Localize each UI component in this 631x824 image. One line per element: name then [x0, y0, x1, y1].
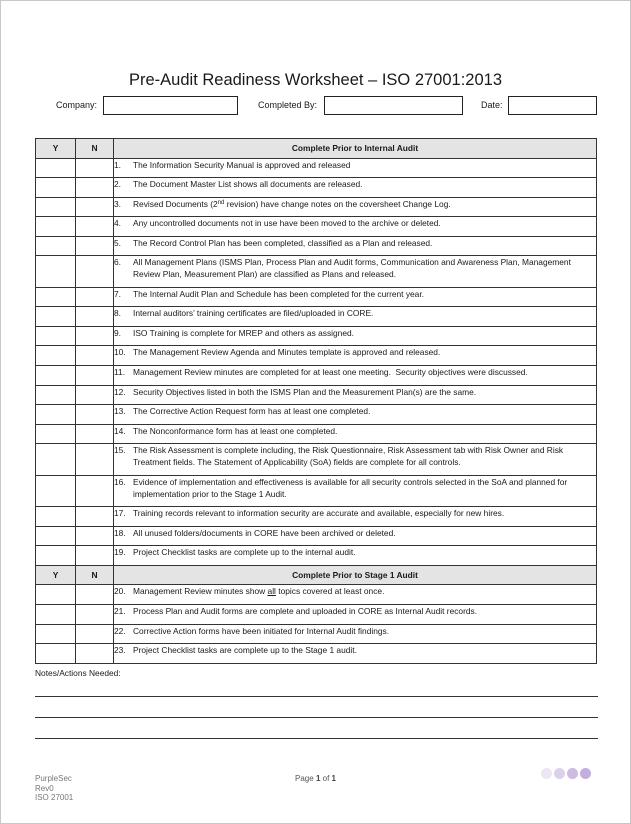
checklist-item: [114, 197, 597, 217]
no-checkbox-cell[interactable]: [76, 605, 114, 625]
checklist-item: [114, 644, 597, 664]
no-checkbox-cell[interactable]: [76, 236, 114, 256]
logo-dot: [554, 768, 565, 779]
no-checkbox-cell[interactable]: [76, 197, 114, 217]
yes-checkbox-cell[interactable]: [36, 546, 76, 566]
item-number: 11.: [114, 367, 126, 378]
item-number: 3.: [114, 198, 121, 209]
checklist-row: [36, 624, 597, 644]
checklist-item: [114, 507, 597, 527]
item-number: 15.: [114, 445, 126, 456]
item-text: Security Objectives listed in both the ISMS Plan and the Measurement Plan(s) are the same.: [133, 386, 477, 397]
item-number: 6.: [114, 257, 121, 268]
page-prefix: Page: [295, 774, 314, 783]
item-text: The Risk Assessment is complete including, the Risk Questionnaire, Risk Assessment tab with Risk Owner and Risk Treatment fields. The Statement of Applicability (SoA) fields are complete for all controls.: [133, 445, 564, 468]
checklist-item: [114, 217, 597, 237]
yes-checkbox-cell[interactable]: [36, 346, 76, 366]
y-column-header: Y: [36, 565, 76, 585]
checklist-item: [114, 546, 597, 566]
notes-line[interactable]: [35, 717, 598, 718]
item-number: 18.: [114, 527, 126, 538]
checklist-item: [114, 178, 597, 198]
no-checkbox-cell[interactable]: [76, 217, 114, 237]
yes-checkbox-cell[interactable]: [36, 475, 76, 507]
yes-checkbox-cell[interactable]: [36, 197, 76, 217]
checklist-item: [114, 307, 597, 327]
yes-checkbox-cell[interactable]: [36, 236, 76, 256]
item-text: Project Checklist tasks are complete up to the Stage 1 audit.: [133, 645, 357, 656]
item-number: 8.: [114, 308, 121, 319]
no-checkbox-cell[interactable]: [76, 424, 114, 444]
item-text: The Management Review Agenda and Minutes template is approved and released.: [133, 347, 441, 358]
section-header: [36, 139, 597, 159]
checklist-row: [36, 444, 597, 476]
date-field[interactable]: [508, 96, 597, 115]
no-checkbox-cell[interactable]: [76, 346, 114, 366]
no-checkbox-cell[interactable]: [76, 256, 114, 288]
yes-checkbox-cell[interactable]: [36, 526, 76, 546]
checklist-row: [36, 236, 597, 256]
no-checkbox-cell[interactable]: [76, 526, 114, 546]
checklist-item: [114, 346, 597, 366]
item-text: The Internal Audit Plan and Schedule has been completed for the current year.: [133, 288, 424, 299]
item-number: 23.: [114, 645, 126, 656]
item-text: Internal auditors’ training certificates are filed/uploaded in CORE.: [133, 308, 374, 319]
yes-checkbox-cell[interactable]: [36, 366, 76, 386]
no-checkbox-cell[interactable]: [76, 366, 114, 386]
yes-checkbox-cell[interactable]: [36, 256, 76, 288]
item-text: Corrective Action forms have been initiated for Internal Audit findings.: [133, 625, 390, 636]
logo-dot: [580, 768, 591, 779]
completed-by-label: Completed By:: [258, 100, 318, 110]
checklist-item: [114, 236, 597, 256]
item-number: 12.: [114, 386, 126, 397]
company-field[interactable]: [103, 96, 238, 115]
item-number: 10.: [114, 347, 126, 358]
section-header: [36, 565, 597, 585]
checklist-row: [36, 307, 597, 327]
yes-checkbox-cell[interactable]: [36, 307, 76, 327]
item-number: 13.: [114, 406, 126, 417]
checklist-item: [114, 326, 597, 346]
no-checkbox-cell[interactable]: [76, 624, 114, 644]
no-checkbox-cell[interactable]: [76, 307, 114, 327]
logo-dot: [567, 768, 578, 779]
item-number: 7.: [114, 288, 121, 299]
checklist-row: [36, 178, 597, 198]
checklist-table: [35, 138, 597, 664]
item-text: All unused folders/documents in CORE have been archived or deleted.: [133, 527, 396, 538]
no-checkbox-cell[interactable]: [76, 287, 114, 307]
checklist-item: [114, 385, 597, 405]
yes-checkbox-cell[interactable]: [36, 326, 76, 346]
y-column-header: Y: [36, 139, 76, 159]
n-column-header: N: [76, 565, 114, 585]
item-text: Management Review minutes are completed for at least one meeting. Security objectives were discussed.: [133, 367, 528, 378]
item-number: 9.: [114, 327, 121, 338]
yes-checkbox-cell[interactable]: [36, 217, 76, 237]
item-number: 4.: [114, 218, 121, 229]
checklist-row: [36, 158, 597, 178]
date-label: Date:: [481, 100, 503, 110]
item-text: Any uncontrolled documents not in use have been moved to the archive or deleted.: [133, 218, 441, 229]
item-text: Evidence of implementation and effectiveness is available for all security controls selected in the SoA and planned for implementation prior to the Stage 1 Audit.: [133, 476, 568, 499]
item-number: 1.: [114, 159, 121, 170]
item-text: Revised Documents (2nd revision) have change notes on the coversheet Change Log.: [133, 198, 451, 209]
yes-checkbox-cell[interactable]: [36, 287, 76, 307]
page-total: 1: [331, 774, 336, 783]
item-number: 16.: [114, 476, 126, 487]
notes-line[interactable]: [35, 696, 598, 697]
item-text: Training records relevant to information security are accurate and available, especially for new hires.: [133, 508, 505, 519]
item-number: 17.: [114, 508, 126, 519]
yes-checkbox-cell[interactable]: [36, 444, 76, 476]
checklist-row: [36, 546, 597, 566]
item-number: 14.: [114, 425, 126, 436]
checklist-row: [36, 346, 597, 366]
no-checkbox-cell[interactable]: [76, 444, 114, 476]
item-number: 19.: [114, 547, 126, 558]
checklist-item: [114, 424, 597, 444]
footer-revision: Rev0: [35, 783, 54, 793]
no-checkbox-cell[interactable]: [76, 158, 114, 178]
checklist-item: [114, 366, 597, 386]
notes-line[interactable]: [35, 738, 598, 739]
yes-checkbox-cell[interactable]: [36, 585, 76, 605]
checklist-item: [114, 475, 597, 507]
logo-dots-icon: [541, 768, 593, 780]
checklist-item: [114, 605, 597, 625]
checklist-item: [114, 256, 597, 288]
item-text: Project Checklist tasks are complete up to the internal audit.: [133, 547, 356, 558]
no-checkbox-cell[interactable]: [76, 585, 114, 605]
item-text: All Management Plans (ISMS Plan, Process Plan and Audit forms, Communication and Awareness Plan, Management Review Plan, Measurement Plan) are classified as Plans and released.: [133, 257, 571, 280]
item-text: The Nonconformance form has at least one completed.: [133, 425, 338, 436]
item-number: 2.: [114, 179, 121, 190]
n-column-header: N: [76, 139, 114, 159]
checklist-item: [114, 526, 597, 546]
checklist-row: [36, 644, 597, 664]
yes-checkbox-cell[interactable]: [36, 158, 76, 178]
checklist-row: [36, 526, 597, 546]
yes-checkbox-cell[interactable]: [36, 644, 76, 664]
checklist-item: [114, 158, 597, 178]
logo-dot: [541, 768, 552, 779]
page-number: [0, 774, 631, 783]
footer-standard: ISO 27001: [35, 793, 74, 802]
yes-checkbox-cell[interactable]: [36, 178, 76, 198]
yes-checkbox-cell[interactable]: [36, 507, 76, 527]
checklist-row: [36, 507, 597, 527]
checklist-row: [36, 424, 597, 444]
item-number: 21.: [114, 606, 126, 617]
item-text: The Corrective Action Request form has at least one completed.: [133, 406, 371, 417]
company-label: Company:: [56, 100, 98, 110]
no-checkbox-cell[interactable]: [76, 178, 114, 198]
checklist-row: [36, 217, 597, 237]
no-checkbox-cell[interactable]: [76, 385, 114, 405]
item-number: 20.: [114, 586, 126, 597]
item-text: The Record Control Plan has been completed, classified as a Plan and released.: [133, 237, 433, 248]
checklist-row: [36, 605, 597, 625]
no-checkbox-cell[interactable]: [76, 326, 114, 346]
checklist-row: [36, 475, 597, 507]
no-checkbox-cell[interactable]: [76, 546, 114, 566]
yes-checkbox-cell[interactable]: [36, 405, 76, 425]
item-text: The Document Master List shows all documents are released.: [133, 179, 363, 190]
checklist-item: [114, 585, 597, 605]
yes-checkbox-cell[interactable]: [36, 424, 76, 444]
page-of: of: [322, 774, 330, 783]
checklist-row: [36, 326, 597, 346]
checklist-item: [114, 287, 597, 307]
item-text: ISO Training is complete for MREP and others as assigned.: [133, 327, 354, 338]
no-checkbox-cell[interactable]: [76, 405, 114, 425]
checklist-item: [114, 624, 597, 644]
checklist-row: [36, 385, 597, 405]
checklist-row: [36, 287, 597, 307]
section-title: Complete Prior to Internal Audit: [114, 139, 597, 159]
yes-checkbox-cell[interactable]: [36, 605, 76, 625]
checklist-item: [114, 444, 597, 476]
no-checkbox-cell[interactable]: [76, 507, 114, 527]
completed-by-field[interactable]: [324, 96, 463, 115]
page-title: Pre-Audit Readiness Worksheet – ISO 27001:2013: [129, 71, 502, 89]
no-checkbox-cell[interactable]: [76, 644, 114, 664]
item-text: Process Plan and Audit forms are complete and uploaded in CORE as Internal Audit records.: [133, 606, 478, 617]
checklist-item: [114, 405, 597, 425]
notes-label: Notes/Actions Needed:: [35, 668, 121, 678]
footer-company: PurpleSec: [35, 774, 72, 783]
no-checkbox-cell[interactable]: [76, 475, 114, 507]
item-text: Management Review minutes show all topics covered at least once.: [133, 586, 385, 597]
checklist-row: [36, 256, 597, 288]
item-text: The Information Security Manual is approved and released: [133, 159, 351, 170]
item-number: 22.: [114, 625, 126, 636]
checklist-row: [36, 585, 597, 605]
yes-checkbox-cell[interactable]: [36, 624, 76, 644]
yes-checkbox-cell[interactable]: [36, 385, 76, 405]
checklist-row: [36, 366, 597, 386]
item-number: 5.: [114, 237, 121, 248]
checklist-row: [36, 197, 597, 217]
checklist-row: [36, 405, 597, 425]
section-title: Complete Prior to Stage 1 Audit: [114, 565, 597, 585]
page-current: 1: [315, 774, 321, 783]
